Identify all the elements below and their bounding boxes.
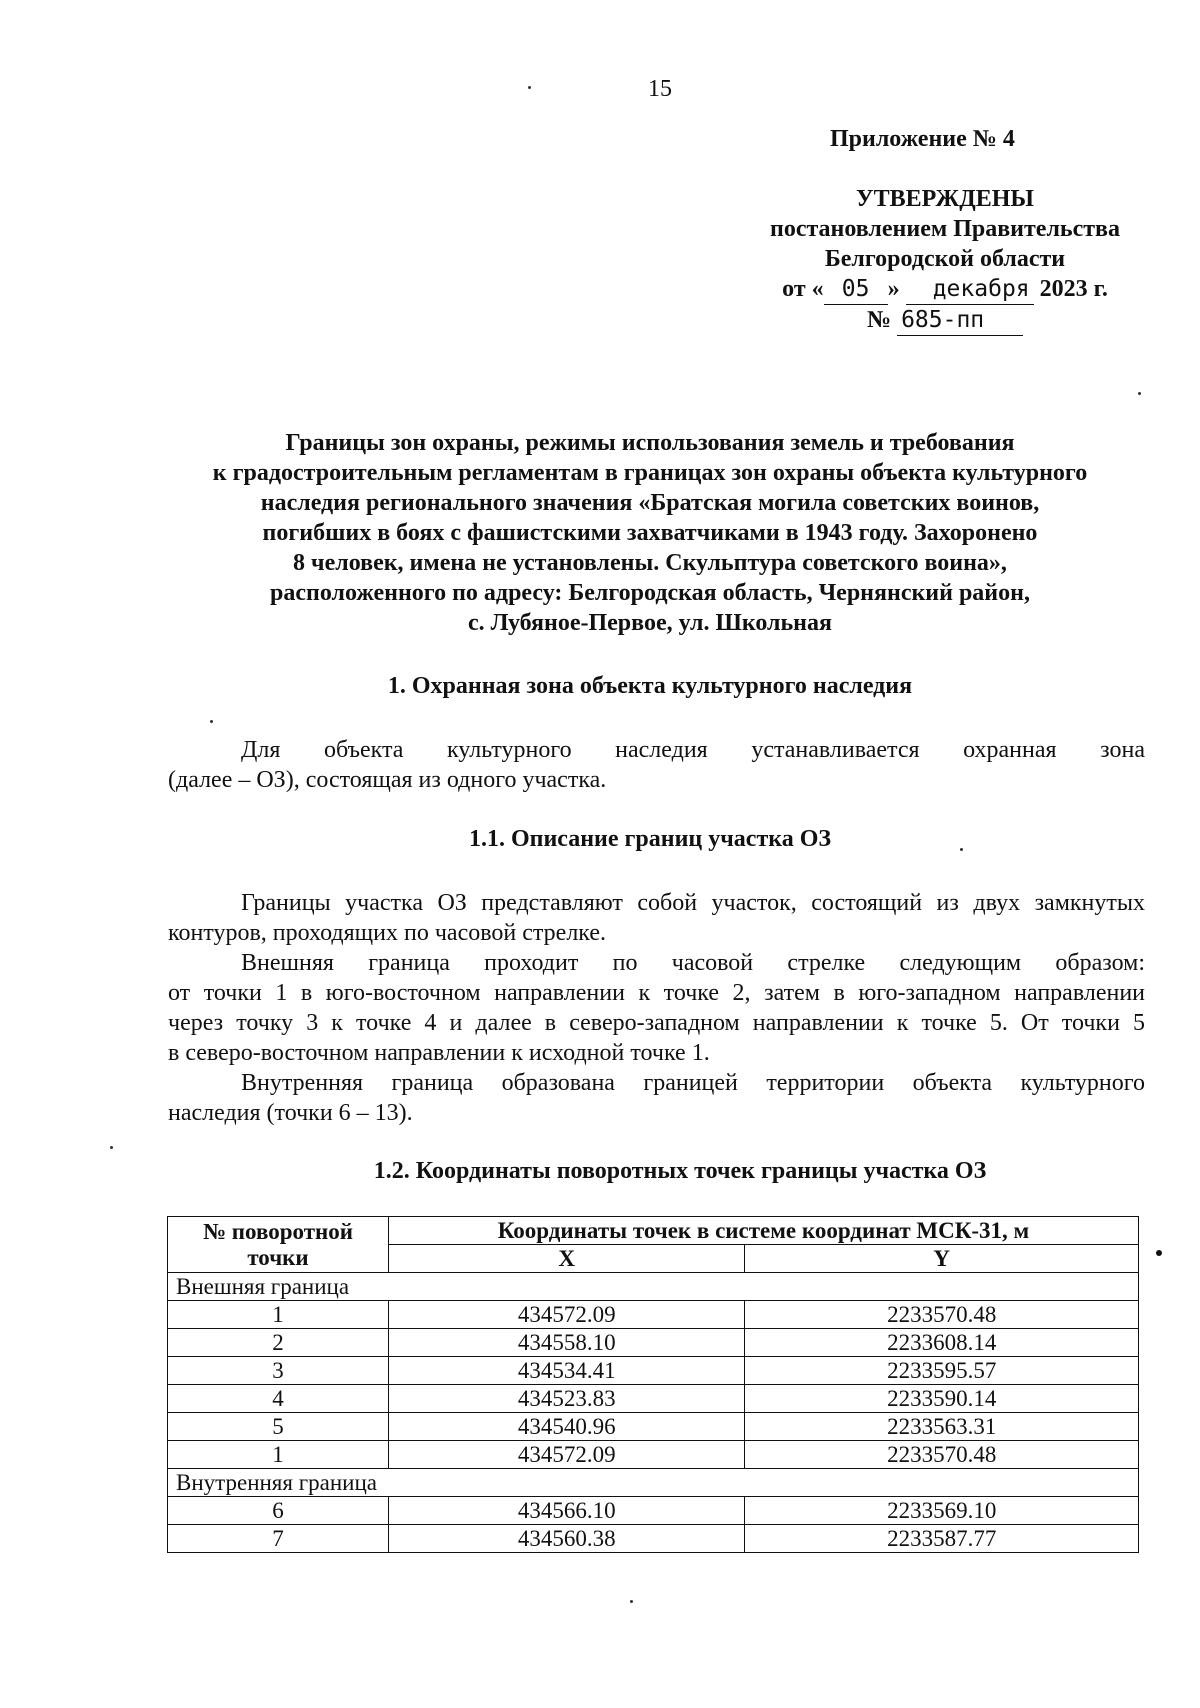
date-month: декабря [906,274,1034,305]
point-cell: 2 [168,1329,389,1357]
y-cell: 2233570.48 [745,1441,1139,1469]
document-title [150,428,1150,638]
table-row [168,1441,1139,1469]
col-y-header: Y [745,1245,1139,1273]
x-cell: 434572.09 [389,1301,745,1329]
paragraph-line: наследия (точки 6 – 13). [168,1100,413,1126]
group-label: Внутренняя граница [168,1469,1139,1497]
y-cell: 2233570.48 [745,1301,1139,1329]
scan-speck [110,1146,113,1149]
col-point-header-line: № поворотной [202,1218,354,1244]
section-1-heading: 1. Охранная зона объекта культурного наследия [387,673,913,699]
title-line: с. Лубяное-Первое, ул. Школьная [468,610,832,636]
point-cell: 4 [168,1385,389,1413]
page-number: 15 [648,76,672,102]
number-value: 685-пп [897,305,1023,336]
resolution-date [755,274,1135,305]
table-row [168,1413,1139,1441]
paragraph-line: Внутренняя граница образована границей территории объекта культурного [241,1070,1145,1096]
point-cell: 1 [168,1441,389,1469]
approved-heading: УТВЕРЖДЕНЫ [856,186,1034,212]
table-row [168,1301,1139,1329]
title-line: расположенного по адресу: Белгородская область, Чернянский район, [270,580,1030,606]
coordinates-table [167,1216,1139,1553]
point-cell: 6 [168,1497,389,1525]
table-row [168,1329,1139,1357]
table-group-row [168,1469,1139,1497]
section-1-1-heading: 1.1. Описание границ участка ОЗ [468,826,832,852]
scan-speck [1138,392,1141,395]
point-cell: 1 [168,1301,389,1329]
table-header-row [168,1217,1139,1245]
annex-label: Приложение № 4 [830,126,1015,152]
resolution-line-2: Белгородской области [824,246,1066,272]
col-point-header [168,1217,389,1273]
date-day: 05 [824,274,888,305]
y-cell: 2233590.14 [745,1385,1139,1413]
paragraph-line: от точки 1 в юго-восточном направлении к точке 2, затем в юго-западном направлении [168,980,1145,1006]
y-cell: 2233587.77 [745,1525,1139,1553]
paragraph-line: (далее – ОЗ), состоящая из одного участка. [168,767,607,793]
scan-speck [960,848,963,851]
title-line: наследия регионального значения «Братская могила советских воинов, [260,490,1040,516]
paragraph-line: в северо-восточном направлении к исходной точке 1. [168,1040,710,1066]
point-cell: 5 [168,1413,389,1441]
approval-stamp [755,184,1135,336]
y-cell: 2233569.10 [745,1497,1139,1525]
table-row [168,1497,1139,1525]
section-1-1-paragraphs [168,888,1145,1128]
x-cell: 434560.38 [389,1525,745,1553]
x-cell: 434572.09 [389,1441,745,1469]
table-group-row [168,1273,1139,1301]
paragraph-line: Внешняя граница проходит по часовой стрелке следующим образом: [241,950,1145,976]
x-cell: 434523.83 [389,1385,745,1413]
paragraph-line: Для объекта культурного наследия устанавливается охранная зона [241,737,1145,763]
y-cell: 2233595.57 [745,1357,1139,1385]
col-point-header-line: точки [247,1244,309,1270]
table-row [168,1357,1139,1385]
date-year: 2023 г. [1039,276,1108,302]
group-label: Внешняя граница [168,1273,1139,1301]
paragraph-line: контуров, проходящих по часовой стрелке. [168,920,607,946]
scan-speck [528,86,531,89]
x-cell: 434558.10 [389,1329,745,1357]
point-cell: 3 [168,1357,389,1385]
section-1-2-heading: 1.2. Координаты поворотных точек границы участка ОЗ [373,1158,987,1184]
number-prefix: № [866,307,892,333]
table-row [168,1525,1139,1553]
paragraph-line: Границы участка ОЗ представляют собой участок, состоящий из двух замкнутых [241,890,1145,916]
title-line: 8 человек, имена не установлены. Скульптура советского воина», [293,550,1007,576]
table-row [168,1385,1139,1413]
col-coords-header: Координаты точек в системе координат МСК-31, м [389,1217,1139,1245]
y-cell: 2233608.14 [745,1329,1139,1357]
paragraph-line: через точку 3 к точке 4 и далее в северо-западном направлении к точке 5. От точки 5 [168,1010,1145,1036]
date-prefix: от « [782,276,824,302]
scan-speck [210,720,213,723]
y-cell: 2233563.31 [745,1413,1139,1441]
title-line: погибших в боях с фашистскими захватчиками в 1943 году. Захоронено [262,520,1038,546]
scan-mark [1156,1250,1162,1256]
resolution-number [755,305,1135,336]
resolution-line-1: постановлением Правительства [769,216,1120,242]
date-quote: » [887,276,900,302]
title-line: Границы зон охраны, режимы использования земель и требования [285,430,1015,456]
point-cell: 7 [168,1525,389,1553]
scan-speck [630,1600,633,1603]
x-cell: 434534.41 [389,1357,745,1385]
title-line: к градостроительным регламентам в границах зон охраны объекта культурного [212,460,1088,486]
x-cell: 434540.96 [389,1413,745,1441]
col-x-header: X [389,1245,745,1273]
x-cell: 434566.10 [389,1497,745,1525]
section-1-paragraph [168,735,1145,795]
